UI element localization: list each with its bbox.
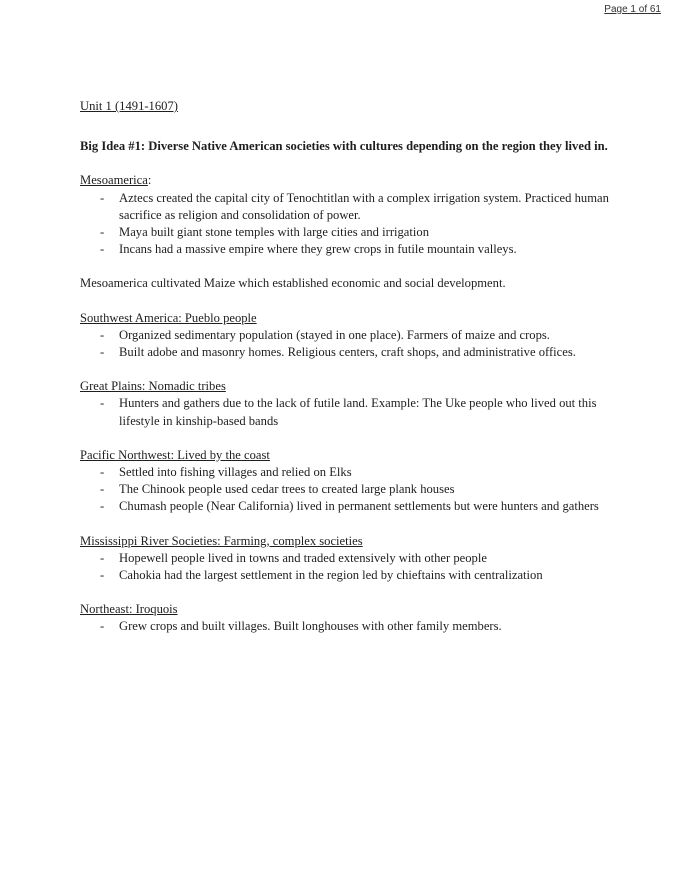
big-idea-heading: Big Idea #1: Diverse Native American societies with cultures depending on the region they lived in. [80,139,608,154]
section-heading-row [80,172,610,189]
dash-bullet-icon: - [100,345,105,360]
list-item-text: Built adobe and masonry homes. Religious centers, craft shops, and administrative offices. [119,345,576,360]
dash-bullet-icon: - [100,550,105,565]
list-item-text: Incans had a massive empire where they grew crops in futile mountain valleys. [119,242,517,257]
bullet-list [80,190,610,259]
list-item-text: Hopewell people lived in towns and traded extensively with other people [119,550,487,565]
list-item [80,550,610,567]
page-number: Page 1 of 61 [604,4,661,15]
section-heading: Northeast: Iroquois [80,602,178,617]
section-mesoamerica [80,172,610,258]
section-heading: Southwest America: Pueblo people [80,310,257,325]
bullet-list [80,550,610,584]
dash-bullet-icon: - [100,482,105,497]
dash-bullet-icon: - [100,242,105,257]
list-item [80,395,610,429]
document-body [80,98,610,653]
list-item [80,241,610,258]
section-pacific-northwest [80,447,610,516]
list-item [80,618,610,635]
dash-bullet-icon: - [100,619,105,634]
bullet-list [80,327,610,361]
list-item [80,344,610,361]
section-heading: Great Plains: Nomadic tribes [80,379,226,394]
section-mississippi [80,533,610,585]
list-item-text: Maya built giant stone temples with large cities and irrigation [119,225,429,240]
bullet-list [80,395,610,429]
section-heading-row [80,310,610,327]
list-item-text: Chumash people (Near California) lived in permanent settlements but were hunters and gathers [119,499,599,514]
dash-bullet-icon: - [100,190,105,205]
dash-bullet-icon: - [100,568,105,583]
dash-bullet-icon: - [100,499,105,514]
section-heading: Mesoamerica [80,173,148,188]
section-heading-row [80,533,610,550]
list-item-text: Aztecs created the capital city of Tenochtitlan with a complex irrigation system. Practiced human sacrifice as religion and consolidation of power. [119,190,609,222]
section-heading-row [80,601,610,618]
section-southwest [80,310,610,362]
bullet-list [80,464,610,516]
bullet-list [80,618,610,635]
list-item-text: Cahokia had the largest settlement in the region led by chieftains with centralization [119,568,543,583]
section-northeast [80,601,610,635]
section-great-plains [80,378,610,430]
heading-suffix: : [147,173,152,188]
list-item [80,498,610,515]
list-item-text: Organized sedimentary population (stayed in one place). Farmers of maize and crops. [119,327,550,342]
list-item [80,567,610,584]
section-heading: Pacific Northwest: Lived by the coast [80,447,270,462]
list-item-text: Settled into fishing villages and relied on Elks [119,465,352,480]
dash-bullet-icon: - [100,225,105,240]
dash-bullet-icon: - [100,396,105,411]
dash-bullet-icon: - [100,327,105,342]
section-heading-row [80,447,610,464]
unit-title: Unit 1 (1491-1607) [80,99,178,113]
list-item [80,464,610,481]
list-item-text: Hunters and gathers due to the lack of futile land. Example: The Uke people who lived out this lifestyle in kinship-based bands [119,396,597,428]
list-item [80,327,610,344]
section-heading-row [80,378,610,395]
dash-bullet-icon: - [100,465,105,480]
section-heading: Mississippi River Societies: Farming, complex societies [80,533,363,548]
list-item [80,481,610,498]
list-item [80,190,610,224]
list-item [80,224,610,241]
list-item-text: The Chinook people used cedar trees to created large plank houses [119,482,455,497]
mesoamerica-note: Mesoamerica cultivated Maize which established economic and social development. [80,276,506,291]
list-item-text: Grew crops and built villages. Built longhouses with other family members. [119,619,502,634]
